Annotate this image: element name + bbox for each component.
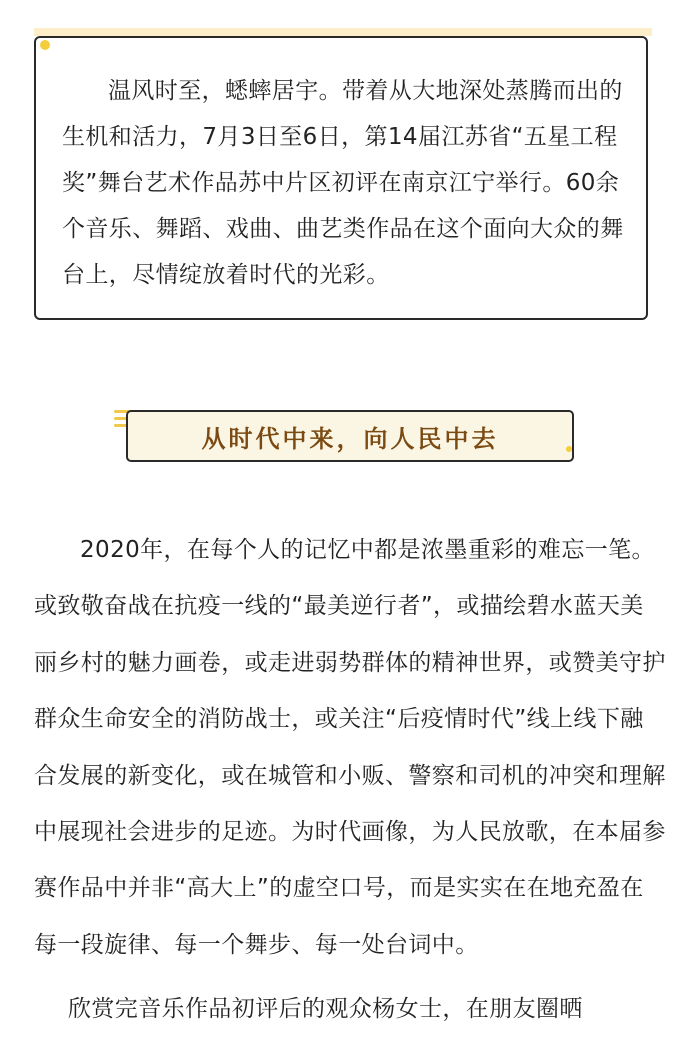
section-heading-text: 从时代中来，向人民中去 [201, 424, 499, 453]
intro-paragraph: 温风时至，蟋蟀居宇。带着从大地深处蒸腾而出的生机和活力，7月3日至6日，第14届江苏省“五星工程奖”舞台艺术作品苏中片区初评在南京江宁举行。60余个音乐、舞蹈、戏曲、曲艺类作品在这个面向大众的舞台上，尽情绽放着时代的光彩。 [62, 78, 624, 288]
section-heading [114, 408, 576, 464]
section-heading-box [126, 410, 574, 462]
body-paragraph-1: 2020年，在每个人的记忆中都是浓墨重彩的难忘一笔。或致敬奋战在抗疫一线的“最美逆行者”，或描绘碧水蓝天美丽乡村的魅力画卷，或走进弱势群体的精神世界，或赞美守护群众生命安全的消防战士，或关注“后疫情时代”线上线下融合发展的新变化，或在城管和小贩、警察和司机的冲突和理解中展现社会进步的足迹。为时代画像，为人民放歌，在本届参赛作品中并非“高大上”的虚空口号，而是实实在在地充盈在每一段旋律、每一个舞步、每一处台词中。 [34, 537, 666, 958]
yellow-dot-icon [40, 40, 50, 50]
intro-box [34, 36, 648, 320]
article-body [34, 522, 666, 1038]
top-decor-strip [34, 28, 652, 36]
body-paragraph-2: 欣赏完音乐作品初评后的观众杨女士，在朋友圈晒 [68, 996, 583, 1023]
corner-dot-icon [566, 446, 572, 452]
